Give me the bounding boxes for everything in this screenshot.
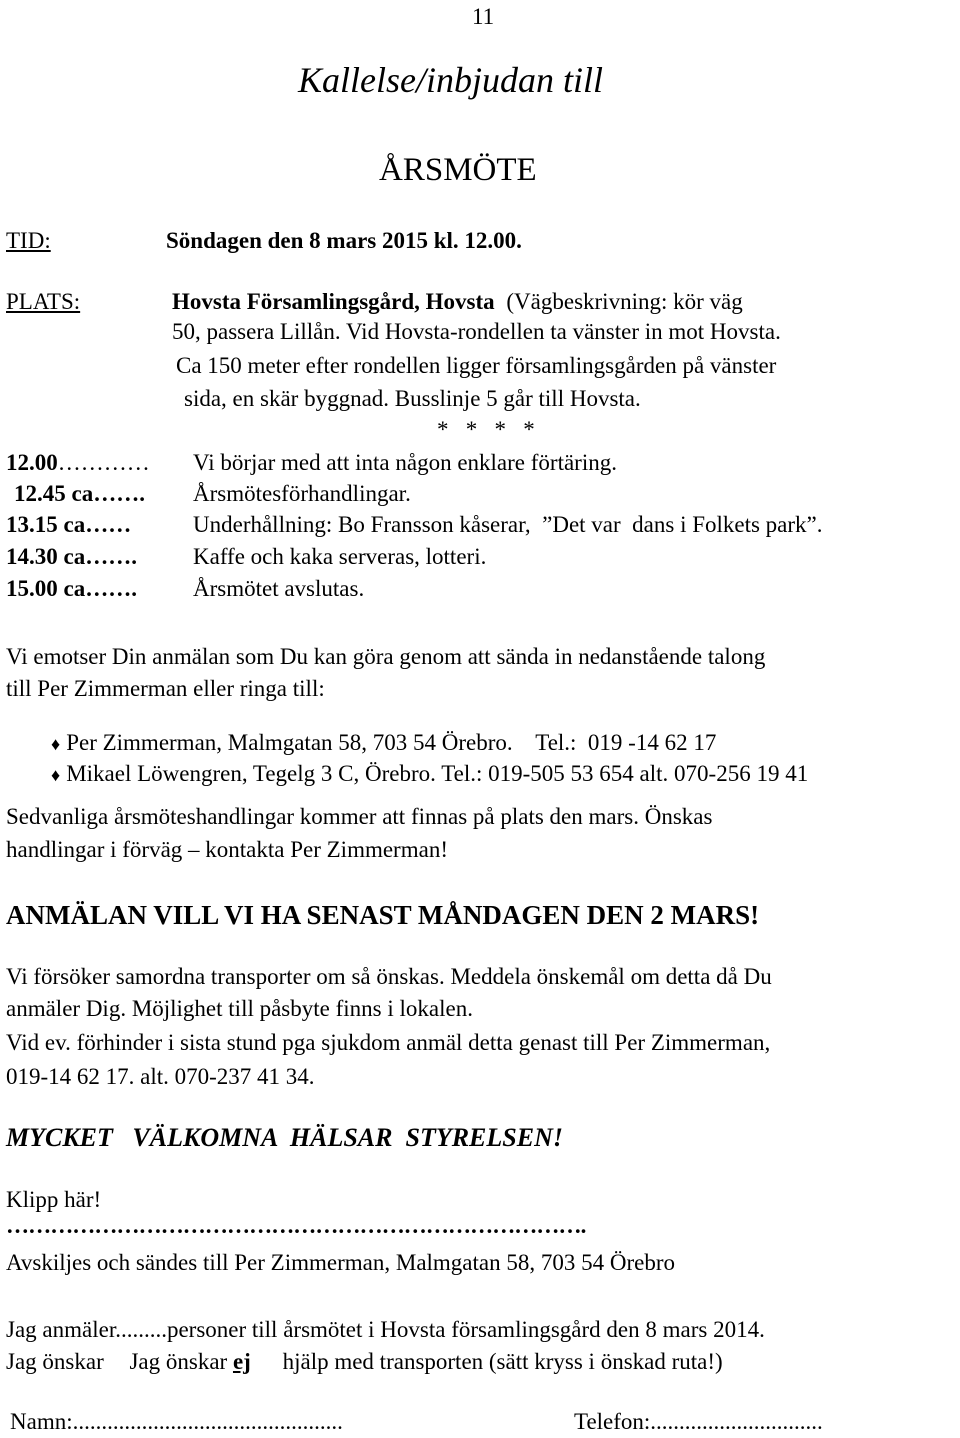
schedule-row (14, 482, 145, 505)
schedule-time: 12.45 ca (14, 481, 94, 506)
transport-line-3: Vid ev. förhinder i sista stund pga sjukdom anmäl detta genast till Per Zimmerman, (6, 1030, 771, 1055)
tid-value: Söndagen den 8 mars 2015 kl. 12.00. (166, 228, 522, 253)
schedule-row (6, 513, 131, 536)
meeting-heading: ÅRSMÖTE (379, 152, 537, 188)
schedule-text: Årsmötet avslutas. (193, 576, 365, 601)
ej-word: ej (232, 1349, 251, 1374)
schedule-time: 15.00 ca (6, 576, 86, 601)
page-number: 11 (472, 4, 495, 29)
stars-divider: * * * * (437, 417, 535, 442)
transport-no-option: Jag önskar ej (129, 1349, 251, 1374)
directions-start: (Vägbeskrivning: kör väg (506, 289, 743, 314)
plats-line-4: sida, en skär byggnad. Busslinje 5 går till Hovsta. (184, 386, 641, 411)
schedule-row (6, 545, 137, 568)
plats-label: PLATS: (6, 289, 81, 314)
contact-text: Per Zimmerman, Malmgatan 58, 703 54 Örebro. Tel.: 019 -14 62 17 (66, 730, 717, 755)
registration-line-1: Vi emotser Din anmälan som Du kan göra genom att sända in nedanstående talong (6, 644, 766, 669)
tid-label: TID: (6, 228, 51, 253)
clip-address: Avskiljes och sändes till Per Zimmerman, Malmgatan 58, 703 54 Örebro (6, 1250, 675, 1275)
plats-line-2: 50, passera Lillån. Vid Hovsta-rondellen ta vänster in mot Hovsta. (172, 319, 781, 344)
schedule-time: 14.30 ca (6, 544, 86, 569)
contact-item (28, 739, 808, 808)
welcome-heading: MYCKET VÄLKOMNA HÄLSAR STYRELSEN! (6, 1123, 563, 1152)
phone-field[interactable]: Telefon:.............................. (574, 1409, 823, 1434)
schedule-text: Årsmötesförhandlingar. (193, 481, 411, 506)
contact-text: Mikael Löwengren, Tegelg 3 C, Örebro. Tel.: 019-505 53 654 alt. 070-256 19 41 (66, 761, 809, 786)
form-line-2 (6, 1350, 723, 1373)
schedule-time: 12.00 (6, 450, 58, 475)
form-line-1: Jag anmäler.........personer till årsmötet i Hovsta församlingsgård den 8 mars 2014. (6, 1317, 765, 1342)
clip-label: Klipp här! (6, 1187, 102, 1212)
transport-line-1: Vi försöker samordna transporter om så önskas. Meddela önskemål om detta då Du (6, 964, 772, 989)
schedule-dots: …… (85, 512, 132, 537)
transport-yes-option: Jag önskar (6, 1349, 104, 1374)
schedule-dots: ………… (57, 450, 150, 475)
schedule-row (6, 451, 178, 474)
schedule-row (6, 577, 137, 600)
schedule-dots: ……. (85, 576, 137, 601)
diamond-bullet-icon: ♦ (51, 765, 61, 785)
deadline-heading: ANMÄLAN VILL VI HA SENAST MÅNDAGEN DEN 2 MARS! (6, 900, 760, 930)
plats-line-3: Ca 150 meter efter rondellen ligger församlingsgården på vänster (176, 353, 777, 378)
transport-help-text: hjälp med transporten (sätt kryss i önskad ruta!) (282, 1349, 723, 1374)
schedule-dots: ……. (85, 544, 137, 569)
page-title: Kallelse/inbjudan till (298, 60, 603, 100)
schedule-dots: ……. (93, 481, 145, 506)
clip-dotted-line: ……………………………………………………………………. (6, 1213, 586, 1238)
schedule-time: 13.15 ca (6, 512, 86, 537)
transport-line-4: 019-14 62 17. alt. 070-237 41 34. (6, 1064, 315, 1089)
documents-line-1: Sedvanliga årsmöteshandlingar kommer att finnas på plats den mars. Önskas (6, 804, 713, 829)
plats-line-1 (172, 290, 743, 313)
registration-line-2: till Per Zimmerman eller ringa till: (6, 676, 325, 701)
diamond-bullet-icon: ♦ (51, 734, 61, 754)
schedule-text: Kaffe och kaka serveras, lotteri. (193, 544, 487, 569)
transport-line-2: anmäler Dig. Möjlighet till påsbyte finns i lokalen. (6, 996, 473, 1021)
schedule-text: Underhållning: Bo Fransson kåserar, ”Det var dans i Folkets park”. (193, 512, 823, 537)
schedule-text: Vi börjar med att inta någon enklare förtäring. (193, 450, 617, 475)
name-field[interactable]: Namn:............................................... (10, 1409, 343, 1434)
documents-line-2: handlingar i förväg – kontakta Per Zimmerman! (6, 837, 448, 862)
venue-name: Hovsta Församlingsgård, Hovsta (172, 289, 495, 314)
